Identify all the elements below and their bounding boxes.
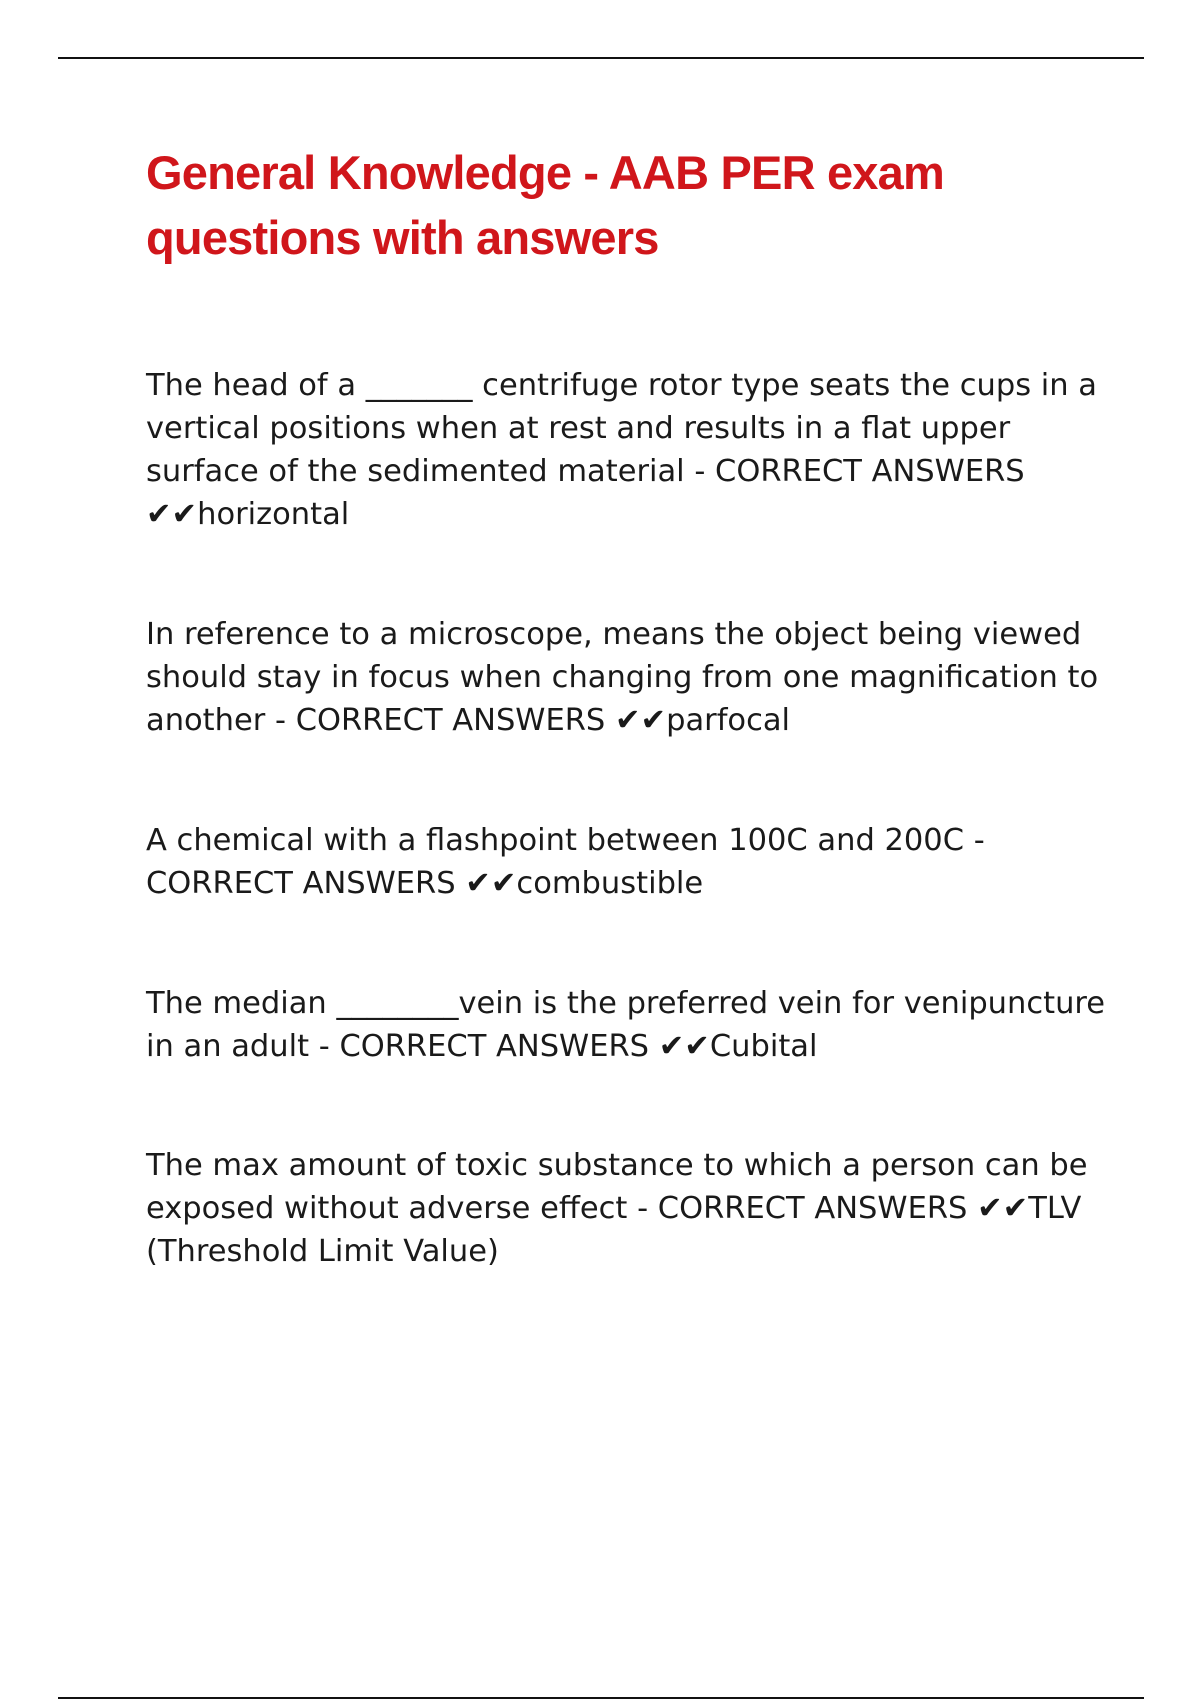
- question-text: The head of a _______ centrifuge rotor type seats the cups in a vertical positions when at rest and results in a flat upper surface of the sedimented material: [146, 368, 1097, 489]
- answer-marker: CORRECT ANSWERS ✔✔: [657, 1191, 1029, 1226]
- question-text: A chemical with a flashpoint between 100C and 200C: [146, 823, 965, 858]
- answer-marker: CORRECT ANSWERS ✔✔: [295, 703, 667, 738]
- bottom-divider: [58, 1697, 1144, 1699]
- answer-text: Cubital: [709, 1029, 818, 1064]
- answer-marker: CORRECT ANSWERS ✔✔: [339, 1029, 710, 1064]
- answer-text: horizontal: [197, 497, 350, 532]
- document-body: [146, 140, 1106, 1273]
- qa-item: In reference to a microscope, means the object being viewed should stay in focus when changing from one magnification to another - CORRECT ANSWERS ✔✔parfocal: [146, 617, 1099, 738]
- qa-item: The head of a _______ centrifuge rotor type seats the cups in a vertical positions when at rest and results in a flat upper surface of the sedimented material - CORRECT ANSWERS ✔✔horizontal: [146, 368, 1097, 532]
- top-divider: [58, 57, 1144, 59]
- answer-text: parfocal: [666, 703, 791, 738]
- question-text: The max amount of toxic substance to which a person can be exposed without adverse effect: [146, 1148, 1088, 1226]
- qa-list: [146, 364, 1106, 1273]
- answer-text: combustible: [516, 866, 704, 901]
- qa-item: A chemical with a flashpoint between 100C and 200C - CORRECT ANSWERS ✔✔combustible: [146, 823, 985, 901]
- question-text: The median ________vein is the preferred vein for venipuncture in an adult: [146, 986, 1106, 1064]
- answer-text: TLV (Threshold Limit Value): [146, 1191, 1082, 1269]
- answer-marker: CORRECT ANSWERS ✔✔: [146, 454, 1025, 532]
- document-title: General Knowledge - AAB PER exam questions with answers: [146, 146, 944, 264]
- question-text: In reference to a microscope, means the object being viewed should stay in focus when changing from one magnification to another: [146, 617, 1099, 738]
- qa-item: The max amount of toxic substance to which a person can be exposed without adverse effect - CORRECT ANSWERS ✔✔TLV (Threshold Limit Value): [146, 1148, 1088, 1269]
- qa-item: The median ________vein is the preferred vein for venipuncture in an adult - CORRECT ANSWERS ✔✔Cubital: [146, 986, 1106, 1064]
- answer-marker: CORRECT ANSWERS ✔✔: [146, 866, 517, 901]
